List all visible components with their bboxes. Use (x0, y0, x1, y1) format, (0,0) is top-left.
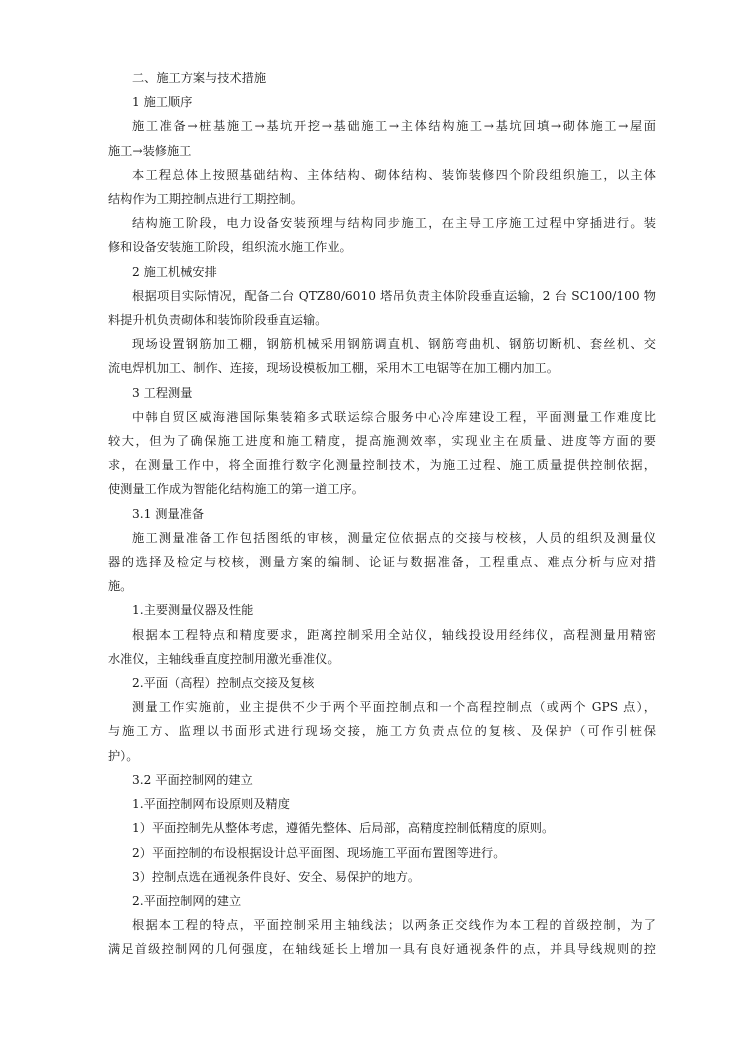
text-line: 修和设备安装施工阶段，组织流水施工作业。 (108, 240, 352, 255)
text-line: 结构作为工期控制点进行工期控制。 (108, 192, 303, 207)
text-line: 施。 (108, 579, 133, 594)
text-line: 器的选择及检定与校核，测量方案的编制、论证与数据准备，工程重点、难点分析与应对措 (108, 555, 656, 570)
text-line: 与施工方、监理以书面形式进行现场交接，施工方负责点位的复核、及保护（可作引桩保 (108, 724, 656, 739)
text-line: 1.平面控制网布设原则及精度 (132, 797, 290, 812)
text-line: 根据项目实际情况，配备二台 QTZ80/6010 塔吊负责主体阶段垂直运输，2 台 SC100/100 物 (132, 288, 656, 303)
text-line: 测量工作实施前，业主提供不少于两个平面控制点和一个高程控制点（或两个 GPS 点）， (132, 700, 656, 715)
text-line: 流电焊机加工、制作、连接，现场设模板加工棚，采用木工电锯等在加工棚内加工。 (108, 361, 559, 376)
text-line: 1.主要测量仪器及性能 (132, 603, 254, 618)
text-line: 本工程总体上按照基础结构、主体结构、砌体结构、装饰装修四个阶段组织施工，以主体 (132, 167, 656, 182)
text-line: 水准仪，主轴线垂直度控制用激光垂准仪。 (108, 651, 340, 666)
text-line: 中韩自贸区威海港国际集装箱多式联运综合服务中心冷库建设工程，平面测量工作难度比 (132, 409, 656, 424)
text-line: 3.1 测量准备 (132, 506, 205, 521)
text-line: 根据本工程的特点，平面控制采用主轴线法；以两条正交线作为本工程的首级控制，为了 (132, 918, 656, 933)
text-line: 3 工程测量 (132, 385, 193, 400)
text-line: 结构施工阶段，电力设备安装预埋与结构同步施工，在主导工序施工过程中穿插进行。装 (132, 216, 656, 231)
text-line: 2 施工机械安排 (132, 264, 217, 279)
text-line: 现场设置钢筋加工棚，钢筋机械采用钢筋调直机、钢筋弯曲机、钢筋切断机、套丝机、交 (132, 337, 656, 352)
text-line: 施工准备→桩基施工→基坑开挖→基础施工→主体结构施工→基坑回填→砌体施工→屋面 (132, 119, 656, 134)
text-line: 1 施工顺序 (132, 95, 193, 110)
text-line: 满足首级控制网的几何强度，在轴线延长上增加一具有良好通视条件的点，并具导线规则的控 (108, 942, 656, 957)
text-line: 施工测量准备工作包括图纸的审核，测量定位依据点的交接与校核，人员的组织及测量仪 (132, 530, 656, 545)
text-line: 护）。 (108, 748, 139, 763)
text-line: 1）平面控制先从整体考虑，遵循先整体、后局部，高精度控制低精度的原则。 (132, 821, 555, 836)
text-line: 3）控制点选在通视条件良好、安全、易保护的地方。 (132, 869, 421, 884)
text-line: 3.2 平面控制网的建立 (132, 772, 253, 787)
text-line: 施工→装修施工 (108, 143, 192, 158)
text-line: 使测量工作成为智能化结构施工的第一道工序。 (108, 482, 364, 497)
text-line: 二、施工方案与技术措施 (132, 71, 267, 85)
document-body (108, 66, 656, 962)
text-line: 2）平面控制的布设根据设计总平面图、现场施工平面布置图等进行。 (132, 845, 506, 860)
text-line: 料提升机负责砌体和装饰阶段垂直运输。 (108, 313, 328, 328)
text-line: 较大，但为了确保施工进度和施工精度，提高施测效率，实现业主在质量、进度等方面的要 (108, 434, 656, 449)
text-line: 2.平面控制网的建立 (132, 893, 242, 908)
text-line: 根据本工程特点和精度要求，距离控制采用全站仪，轴线投设用经纬仪，高程测量用精密 (132, 627, 656, 642)
text-line: 2.平面（高程）控制点交接及复核 (132, 676, 315, 691)
text-line: 求，在测量工作中，将全面推行数字化测量控制技术，为施工过程、施工质量提供控制依据， (108, 458, 656, 473)
